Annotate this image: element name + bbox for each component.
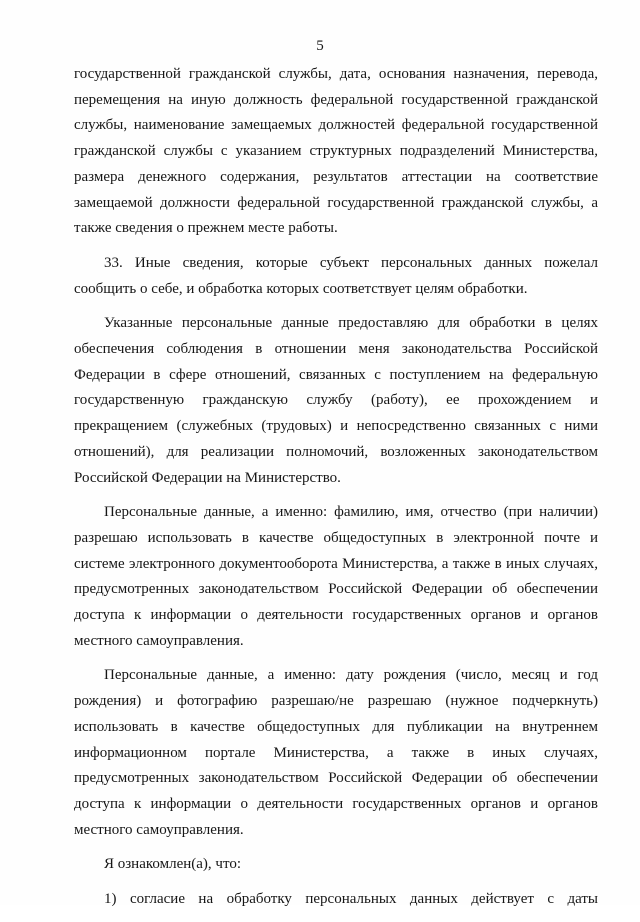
paragraph-acknowledgement: Я ознакомлен(а), что:: [104, 856, 241, 873]
paragraph-item-33: 33. Иные сведения, которые субъект персональных данных пожелал сообщить о себе, и обработка которых соответствует целям обработки.: [74, 254, 598, 297]
document-body: [74, 62, 598, 922]
paragraph-continuation: государственной гражданской службы, дата, основания назначения, перевода, перемещения на иную должность федеральной государственной гражданской службы, наименование замещаемых должностей федеральной государственной гражданской службы с указанием структурных подразделений Министерства, размера денежного содержания, результатов аттестации на соответствие замещаемой должности федеральной государственной гражданской службы, а также сведения о прежнем месте работы.: [74, 66, 598, 237]
paragraph-purpose: Указанные персональные данные предоставляю для обработки в целях обеспечения соблюдения в отношении меня законодательства Российской Федерации в сфере отношений, связанных с поступлением на федеральную государственную гражданскую службу (работу), ее прохождением и прекращением (служебных (трудовых) и непосредственно связанных с ними отношений), для реализации полномочий, возложенных законодательством Российской Федерации на Министерство.: [74, 315, 598, 486]
paragraph-consent-term: 1) согласие на обработку персональных данных действует с даты: [104, 891, 598, 908]
paragraph-public-name: Персональные данные, а именно: фамилию, имя, отчество (при наличии) разрешаю использовать в качестве общедоступных в электронной почте и системе электронного документооборота Министерства, а также в иных случаях, предусмотренных законодательством Российской Федерации об обеспечении доступа к информации о деятельности государственных органов и органов местного самоуправления.: [74, 504, 598, 649]
paragraph-public-birthdate-photo: Персональные данные, а именно: дату рождения (число, месяц и год рождения) и фотографию разрешаю/не разрешаю (нужное подчеркнуть) использовать в качестве общедоступных для публикации на внутреннем информационном портале Министерства, а также в иных случаях, предусмотренных законодательством Российской Федерации об обеспечении доступа к информации о деятельности государственных органов и органов местного самоуправления.: [74, 667, 598, 838]
page-number: 5: [316, 38, 324, 54]
